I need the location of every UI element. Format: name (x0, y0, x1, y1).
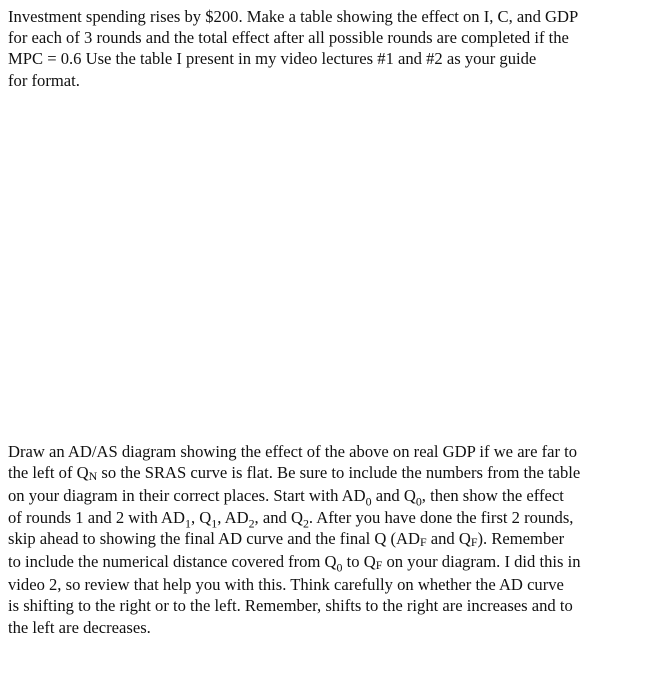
subscript: F (375, 558, 383, 573)
text-segment: , then show the effect (421, 486, 564, 506)
text-segment: the left of Q (8, 463, 89, 483)
subscript: 2 (248, 515, 255, 530)
question-2-line-6 (8, 551, 648, 574)
text-segment: so the SRAS curve is flat. Be sure to include the numbers from the table (97, 463, 581, 483)
question-1-line-3: MPC = 0.6 Use the table I present in my video lectures #1 and #2 as your guide (8, 49, 537, 69)
question-1-line-2: for each of 3 rounds and the total effect after all possible rounds are completed if the (8, 28, 569, 48)
text-segment: and Q (371, 486, 416, 506)
question-2-line-5 (8, 528, 648, 551)
text-segment: to Q (342, 552, 376, 572)
question-2-line-2 (8, 462, 648, 485)
question-2-line-7: video 2, so review that help you with this. Think carefully on whether the AD curve (8, 575, 564, 595)
text-segment: . After you have done the first 2 rounds, (308, 507, 574, 527)
text-segment: , Q (190, 507, 212, 527)
subscript: 1 (185, 515, 191, 530)
question-2-line-1: Draw an AD/AS diagram showing the effect of the above on real GDP if we are far to (8, 442, 578, 461)
question-1-paragraph (8, 6, 648, 91)
question-2-line-9: the left are decreases. (8, 617, 151, 637)
question-2-line-3 (8, 485, 648, 509)
text-segment: ). Remember (477, 528, 565, 548)
text-segment: , AD (217, 507, 249, 527)
subscript: N (88, 469, 98, 484)
subscript: F (419, 534, 427, 549)
subscript: F (470, 534, 478, 549)
question-2-paragraph (8, 441, 648, 638)
subscript: 1 (211, 515, 218, 530)
question-1-line-4: for format. (8, 70, 80, 90)
text-segment: on your diagram. I did this in (382, 552, 581, 572)
text-segment: skip ahead to showing the final AD curve and the final Q (AD (8, 528, 420, 548)
text-segment: , and Q (254, 507, 303, 527)
subscript: 0 (336, 560, 343, 575)
text-segment: and Q (426, 528, 471, 548)
question-1-line-1: Investment spending rises by $200. Make a table showing the effect on I, C, and GDP (8, 7, 579, 26)
question-2-line-8: is shifting to the right or to the left. Remember, shifts to the right are increases and to (8, 596, 573, 616)
question-2-line-4 (8, 507, 648, 528)
text-segment: on your diagram in their correct places. Start with AD (8, 486, 366, 506)
subscript: 2 (302, 515, 309, 530)
text-segment: of rounds 1 and 2 with AD (8, 507, 185, 527)
subscript: 0 (365, 494, 372, 509)
subscript: 0 (415, 494, 422, 509)
text-segment: to include the numerical distance covered from Q (8, 552, 337, 572)
